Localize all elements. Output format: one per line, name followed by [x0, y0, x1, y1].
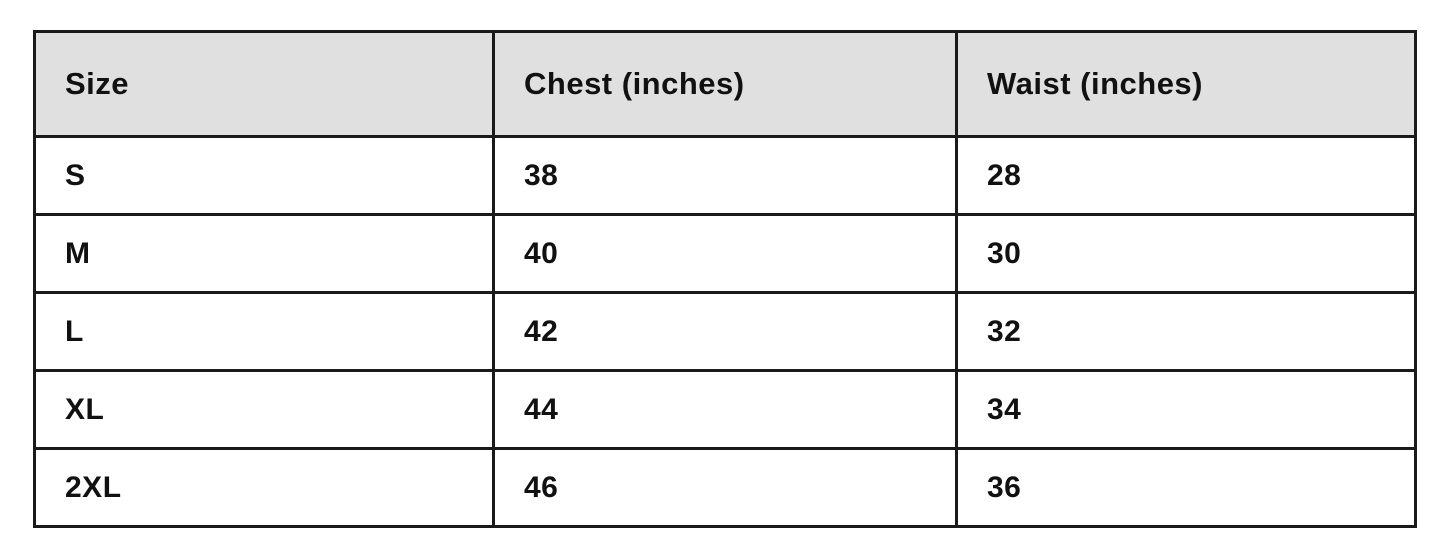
waist-cell: 34	[957, 371, 1416, 449]
size-cell: L	[35, 293, 494, 371]
waist-cell: 30	[957, 215, 1416, 293]
column-header-size: Size	[35, 32, 494, 137]
column-header-chest: Chest (inches)	[494, 32, 957, 137]
table-row	[35, 449, 1416, 527]
table-row	[35, 293, 1416, 371]
chest-cell: 38	[494, 137, 957, 215]
size-cell: 2XL	[35, 449, 494, 527]
column-header-waist: Waist (inches)	[957, 32, 1416, 137]
chest-cell: 40	[494, 215, 957, 293]
waist-cell: 32	[957, 293, 1416, 371]
table-row	[35, 215, 1416, 293]
table-row	[35, 371, 1416, 449]
table-row	[35, 137, 1416, 215]
waist-cell: 28	[957, 137, 1416, 215]
size-cell: M	[35, 215, 494, 293]
chest-cell: 46	[494, 449, 957, 527]
size-chart-table	[33, 30, 1417, 528]
chest-cell: 42	[494, 293, 957, 371]
size-cell: S	[35, 137, 494, 215]
waist-cell: 36	[957, 449, 1416, 527]
size-chart-container	[33, 30, 1414, 524]
header-row	[35, 32, 1416, 137]
chest-cell: 44	[494, 371, 957, 449]
size-cell: XL	[35, 371, 494, 449]
